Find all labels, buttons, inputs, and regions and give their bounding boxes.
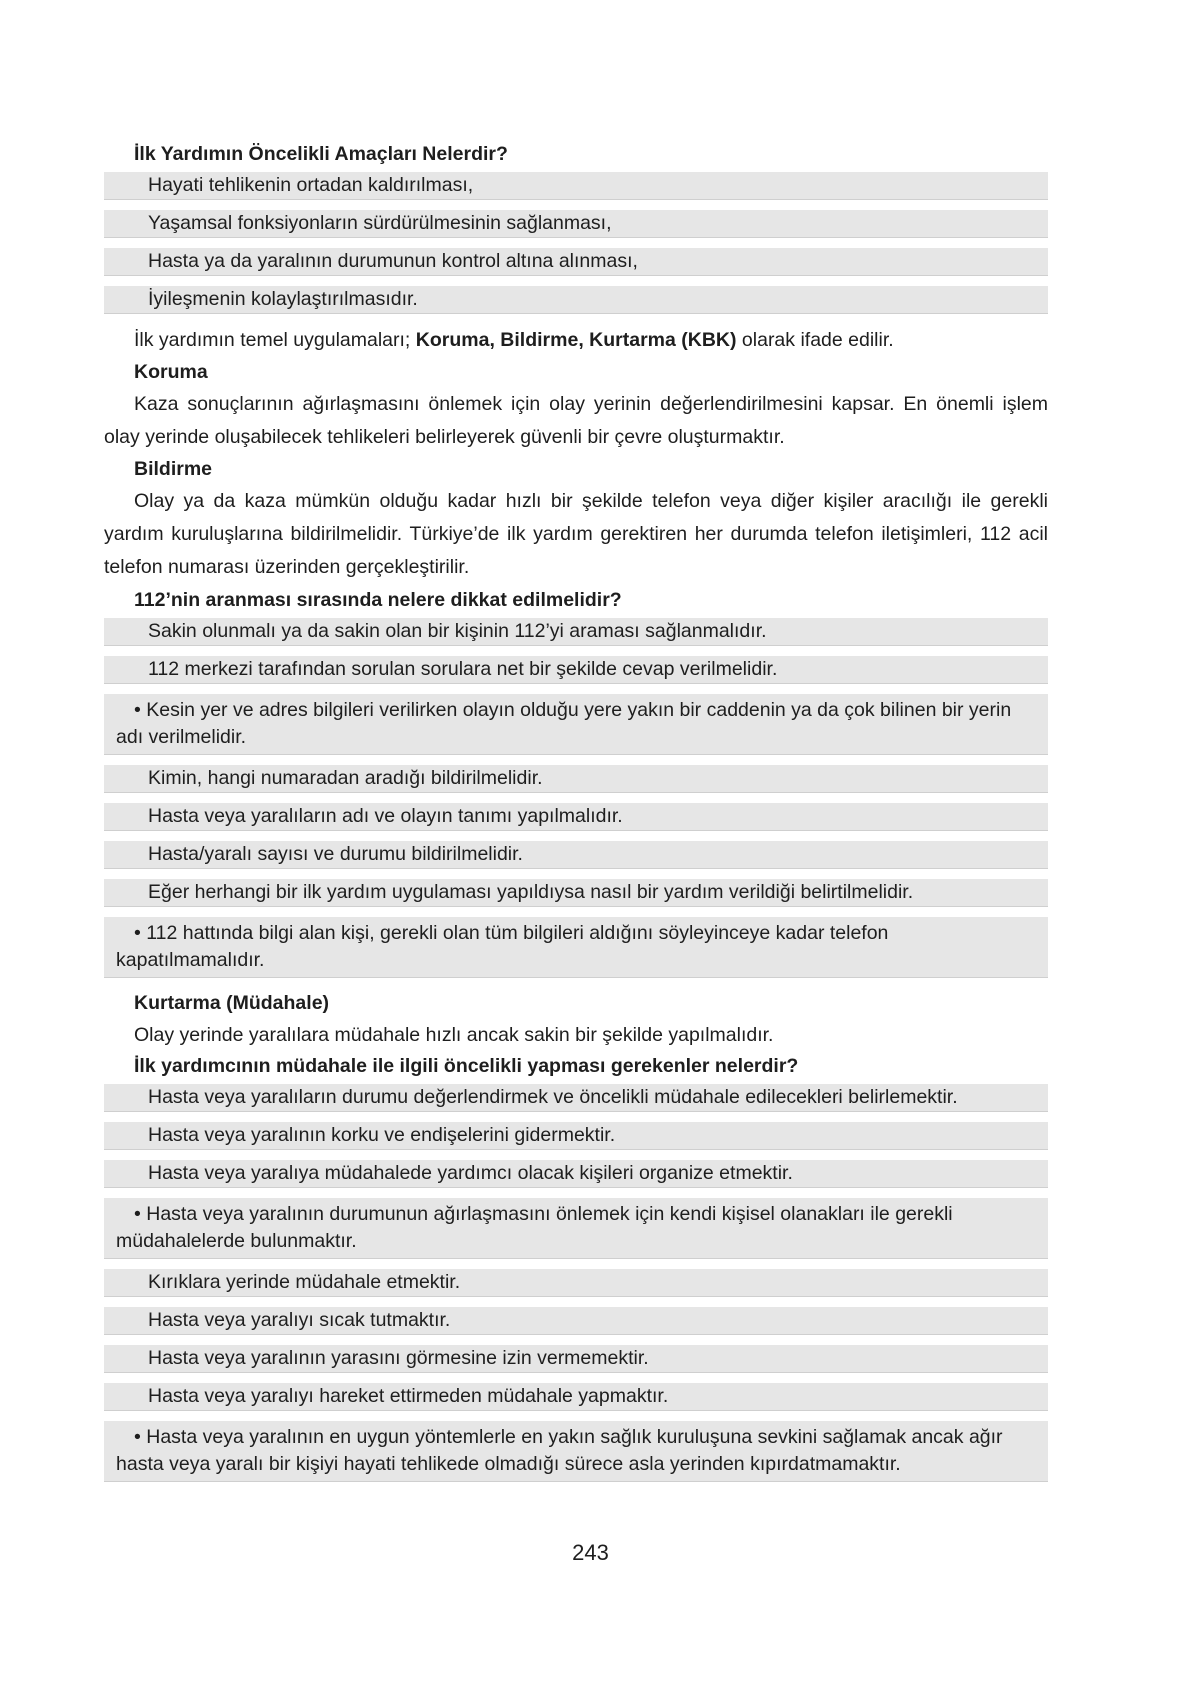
list-item-text: • Kesin yer ve adres bilgileri verilirken olayın olduğu yere yakın bir caddenin ya da çok bilinen bir yerin adı verilmelidir. xyxy=(116,699,1012,748)
list-item: Hasta veya yaralıyı sıcak tutmaktır. xyxy=(104,1307,1048,1335)
list-item xyxy=(104,1198,1048,1259)
kurtarma-heading: Kurtarma (Müdahale) xyxy=(134,992,330,1014)
list-item: Hasta ya da yaralının durumunun kontrol altına alınması, xyxy=(104,248,1048,276)
document-page xyxy=(104,140,1048,1492)
page-number: 243 xyxy=(572,1540,609,1565)
bildirme-heading: Bildirme xyxy=(134,458,213,480)
koruma-heading: Koruma xyxy=(134,361,208,383)
list-item xyxy=(104,694,1048,755)
list-item-text: • Hasta veya yaralının en uygun yöntemlerle en yakın sağlık kuruluşuna sevkini sağlamak ancak ağır hasta veya yaralı bir kişiyi hayati tehlikede olmadığı sürece asla yerinden kıpırdatmamaktır. xyxy=(116,1426,1003,1475)
koruma-text: Kaza sonuçlarının ağırlaşmasını önlemek için olay yerinin değerlendirilmesini kapsar. En önemli işlem olay yerinde oluşabilecek tehlikeleri belirleyerek güvenli bir çevre oluşturmaktır. xyxy=(104,393,1048,448)
list-item: Hasta veya yaralıların adı ve olayın tanımı yapılmalıdır. xyxy=(104,803,1048,831)
list-item: Kimin, hangi numaradan aradığı bildirilmelidir. xyxy=(104,765,1048,793)
kbk-suffix: olarak ifade edilir. xyxy=(736,329,894,351)
section112-heading: 112’nin aranması sırasında nelere dikkat edilmelidir? xyxy=(134,589,622,611)
list-item: Hasta veya yaralıya müdahalede yardımcı olacak kişileri organize etmektir. xyxy=(104,1160,1048,1188)
list-item: Hasta veya yaralıyı hareket ettirmeden müdahale yapmaktır. xyxy=(104,1383,1048,1411)
list-item: Sakin olunmalı ya da sakin olan bir kişinin 112’yi araması sağlanmalıdır. xyxy=(104,618,1048,646)
list-item: Hasta/yaralı sayısı ve durumu bildirilmelidir. xyxy=(104,841,1048,869)
list-item: Eğer herhangi bir ilk yardım uygulaması yapıldıysa nasıl bir yardım verildiği belirtilmelidir. xyxy=(104,879,1048,907)
list-item-text: • Hasta veya yaralının durumunun ağırlaşmasını önlemek için kendi kişisel olanakları ile gerekli müdahalelerde bulunmaktır. xyxy=(116,1203,953,1252)
list-item: Yaşamsal fonksiyonların sürdürülmesinin sağlanması, xyxy=(104,210,1048,238)
section112-list xyxy=(104,618,1048,978)
list-item: Hasta veya yaralının korku ve endişelerini gidermektir. xyxy=(104,1122,1048,1150)
list-item: Kırıklara yerinde müdahale etmektir. xyxy=(104,1269,1048,1297)
ilk-yardimci-heading: İlk yardımcının müdahale ile ilgili öncelikli yapması gerekenler nelerdir? xyxy=(134,1055,799,1077)
section1-list xyxy=(104,172,1048,314)
bildirme-text: Olay ya da kaza mümkün olduğu kadar hızlı bir şekilde telefon veya diğer kişiler aracılığı ile gerekli yardım kuruluşlarına bildirilmelidir. Türkiye’de ilk yardım gerektiren her durumda telefon iletişimleri, 112 acil telefon numarası üzerinden gerçekleştirilir. xyxy=(104,490,1048,578)
list-item: İyileşmenin kolaylaştırılmasıdır. xyxy=(104,286,1048,314)
list-item: Hasta veya yaralıların durumu değerlendirmek ve öncelikli müdahale edilecekleri belirlemektir. xyxy=(104,1084,1048,1112)
kbk-bold: Koruma, Bildirme, Kurtarma (KBK) xyxy=(415,329,737,351)
kbk-paragraph xyxy=(104,324,1048,357)
section1-heading: İlk Yardımın Öncelikli Amaçları Nelerdir? xyxy=(134,143,508,165)
list-item: Hayati tehlikenin ortadan kaldırılması, xyxy=(104,172,1048,200)
list-item xyxy=(104,917,1048,978)
kbk-prefix: İlk yardımın temel uygulamaları; xyxy=(134,329,416,351)
list-item-text: • 112 hattında bilgi alan kişi, gerekli olan tüm bilgileri aldığını söyleyinceye kadar telefon kapatılmamalıdır. xyxy=(116,922,889,971)
ilk-yardimci-list xyxy=(104,1084,1048,1482)
list-item xyxy=(104,1421,1048,1482)
kurtarma-text: Olay yerinde yaralılara müdahale hızlı ancak sakin bir şekilde yapılmalıdır. xyxy=(134,1024,774,1046)
list-item: Hasta veya yaralının yarasını görmesine izin vermemektir. xyxy=(104,1345,1048,1373)
list-item: 112 merkezi tarafından sorulan sorulara net bir şekilde cevap verilmelidir. xyxy=(104,656,1048,684)
